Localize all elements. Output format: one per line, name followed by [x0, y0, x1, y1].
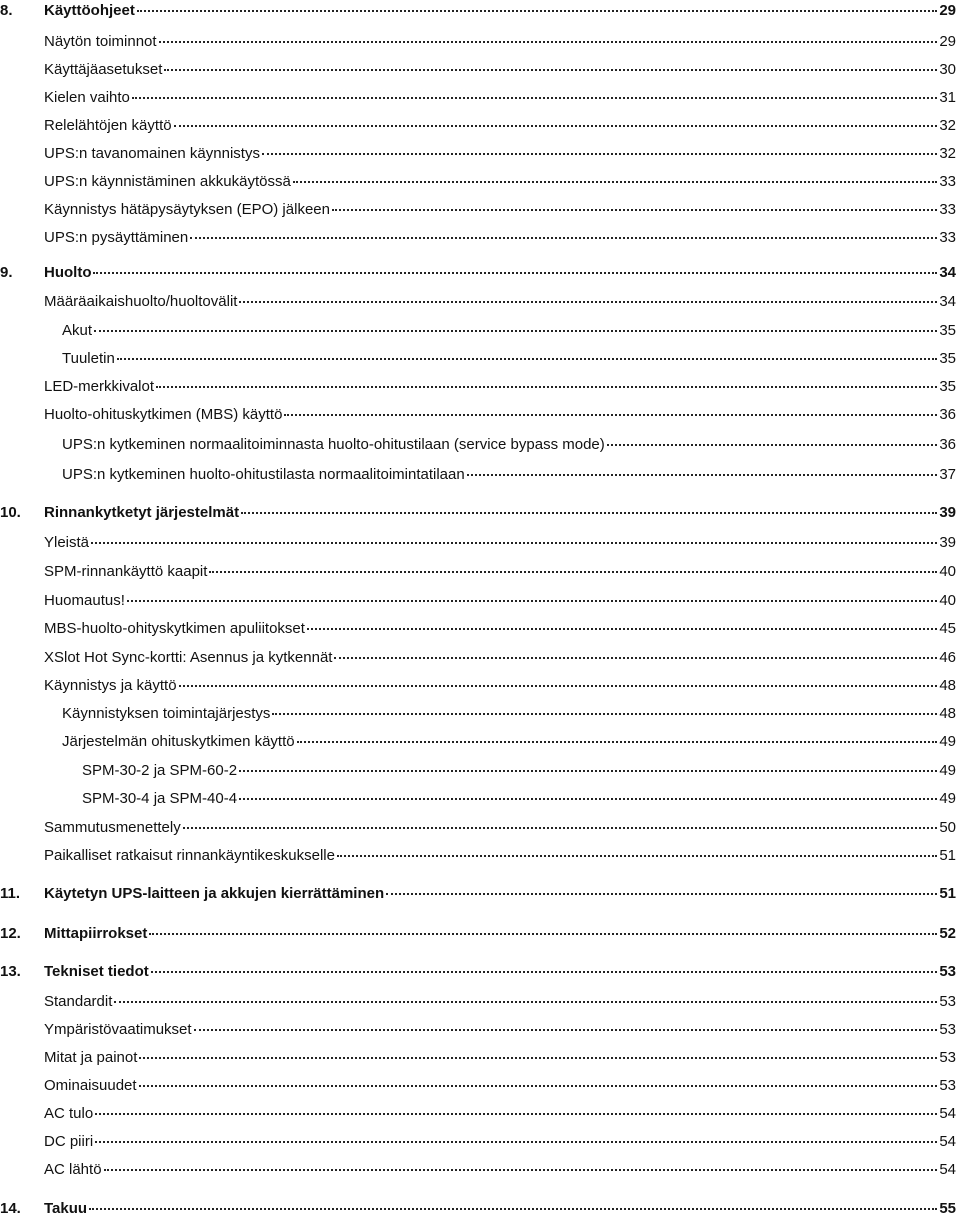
toc-page-number: 40 [939, 563, 956, 580]
toc-entry-title: Mittapiirrokset [44, 925, 148, 942]
toc-entry-title: Sammutusmenettely [44, 819, 181, 836]
toc-entry-title: Akut [62, 322, 93, 339]
toc-entry-title: UPS:n tavanomainen käynnistys [44, 145, 260, 162]
dot-leader [94, 329, 937, 332]
dot-leader [284, 413, 937, 416]
toc-entry[interactable] [44, 561, 956, 583]
toc-entry[interactable] [44, 376, 956, 398]
dot-leader [93, 271, 937, 274]
dot-leader [332, 208, 937, 211]
toc-entry-title: Tuuletin [62, 350, 115, 367]
toc-entry-title: Huomautus! [44, 592, 125, 609]
dot-leader [334, 656, 937, 659]
toc-page-number: 53 [939, 963, 956, 980]
toc-page-number: 29 [939, 33, 956, 50]
dot-leader [174, 124, 938, 127]
toc-entry[interactable] [44, 59, 956, 81]
dot-leader [95, 1140, 937, 1143]
toc-entry[interactable] [44, 291, 956, 313]
toc-chapter-entry[interactable] [0, 923, 956, 945]
dot-leader [117, 357, 938, 360]
toc-page-number: 54 [939, 1161, 956, 1178]
toc-page-number: 53 [939, 1021, 956, 1038]
toc-page-number: 34 [939, 264, 956, 281]
toc-entry[interactable] [44, 675, 956, 697]
toc-chapter-entry[interactable] [0, 961, 956, 983]
toc-entry-title: Huolto-ohituskytkimen (MBS) käyttö [44, 406, 283, 423]
toc-entry-title: Järjestelmän ohituskytkimen käyttö [62, 733, 295, 750]
toc-page-number: 35 [939, 350, 956, 367]
toc-entry[interactable] [44, 590, 956, 612]
toc-entry[interactable] [62, 731, 956, 753]
toc-entry[interactable] [44, 199, 956, 221]
toc-entry[interactable] [44, 1019, 956, 1041]
toc-page-number: 49 [939, 762, 956, 779]
toc-page-number: 53 [939, 1049, 956, 1066]
toc-entry[interactable] [62, 703, 956, 725]
toc-entry-title: AC lähtö [44, 1161, 102, 1178]
toc-chapter-entry[interactable] [0, 1198, 956, 1220]
dot-leader [139, 1084, 938, 1087]
dot-leader [467, 473, 938, 476]
toc-entry-title: Standardit [44, 993, 113, 1010]
toc-page-number: 34 [939, 293, 956, 310]
dot-leader [151, 970, 938, 973]
toc-page-number: 39 [939, 534, 956, 551]
toc-entry[interactable] [82, 788, 956, 810]
toc-entry[interactable] [44, 1047, 956, 1069]
dot-leader [179, 684, 938, 687]
toc-page-number: 54 [939, 1105, 956, 1122]
toc-entry-title: MBS-huolto-ohityskytkimen apuliitokset [44, 620, 305, 637]
toc-entry[interactable] [62, 464, 956, 486]
toc-page-number: 36 [939, 406, 956, 423]
toc-entry-title: Ympäristövaatimukset [44, 1021, 192, 1038]
toc-entry-title: Yleistä [44, 534, 90, 551]
toc-entry-title: Käynnistyksen toimintajärjestys [62, 705, 271, 722]
toc-entry-title: XSlot Hot Sync-kortti: Asennus ja kytkennät [44, 649, 333, 666]
dot-leader [297, 740, 938, 743]
toc-entry[interactable] [62, 434, 956, 456]
toc-page-number: 33 [939, 173, 956, 190]
toc-entry[interactable] [44, 845, 956, 867]
toc-page-number: 45 [939, 620, 956, 637]
toc-chapter-entry[interactable] [0, 262, 956, 284]
toc-entry[interactable] [62, 320, 956, 342]
dot-leader [209, 570, 937, 573]
dot-leader [89, 1207, 937, 1210]
dot-leader [386, 892, 937, 895]
toc-entry-title: Rinnankytketyt järjestelmät [44, 504, 240, 521]
toc-entry[interactable] [44, 115, 956, 137]
dot-leader [156, 385, 937, 388]
toc-entry-title: Määräaikaishuolto/huoltovälit [44, 293, 238, 310]
dot-leader [139, 1056, 937, 1059]
toc-entry-title: Käynnistys ja käyttö [44, 677, 177, 694]
toc-page-number: 32 [939, 145, 956, 162]
toc-entry-title: Tekniset tiedot [44, 963, 149, 980]
dot-leader [239, 300, 937, 303]
toc-page-number: 48 [939, 677, 956, 694]
dot-leader [95, 1112, 937, 1115]
dot-leader [149, 932, 937, 935]
toc-page-number: 49 [939, 733, 956, 750]
toc-entry[interactable] [44, 991, 956, 1013]
toc-entry-title: Näytön toiminnot [44, 33, 157, 50]
dot-leader [241, 511, 937, 514]
toc-page-number: 55 [939, 1200, 956, 1217]
toc-page-number: 50 [939, 819, 956, 836]
toc-page-number: 35 [939, 322, 956, 339]
toc-entry[interactable] [44, 618, 956, 640]
toc-entry[interactable] [44, 817, 956, 839]
toc-page-number: 37 [939, 466, 956, 483]
dot-leader [183, 826, 938, 829]
toc-chapter-entry[interactable] [0, 502, 956, 524]
dot-leader [190, 236, 937, 239]
toc-page-number: 31 [939, 89, 956, 106]
toc-chapter-number: 10. [0, 504, 21, 521]
toc-entry-title: Käynnistys hätäpysäytyksen (EPO) jälkeen [44, 201, 330, 218]
toc-chapter-number: 14. [0, 1200, 21, 1217]
toc-entry-title: Paikalliset ratkaisut rinnankäyntikeskukselle [44, 847, 335, 864]
dot-leader [127, 599, 937, 602]
dot-leader [262, 152, 937, 155]
toc-page-number: 30 [939, 61, 956, 78]
dot-leader [137, 9, 937, 12]
toc-page-number: 49 [939, 790, 956, 807]
dot-leader [132, 96, 937, 99]
toc-page-number: 54 [939, 1133, 956, 1150]
dot-leader [272, 712, 937, 715]
dot-leader [293, 180, 938, 183]
dot-leader [337, 854, 937, 857]
toc-entry[interactable] [62, 348, 956, 370]
toc-page-number: 46 [939, 649, 956, 666]
toc-page-number: 52 [939, 925, 956, 942]
toc-entry-title: AC tulo [44, 1105, 94, 1122]
toc-entry-title: SPM-30-4 ja SPM-40-4 [82, 790, 238, 807]
toc-entry-title: SPM-rinnankäyttö kaapit [44, 563, 208, 580]
toc-entry[interactable] [44, 1103, 956, 1125]
toc-entry[interactable] [44, 227, 956, 249]
toc-page-number: 29 [939, 2, 956, 19]
toc-entry[interactable] [44, 87, 956, 109]
toc-entry[interactable] [44, 31, 956, 53]
toc-entry-title: Huolto [44, 264, 92, 281]
toc-page-number: 48 [939, 705, 956, 722]
toc-page-number: 51 [939, 847, 956, 864]
toc-page-number: 33 [939, 229, 956, 246]
toc-entry[interactable] [44, 171, 956, 193]
dot-leader [239, 797, 937, 800]
toc-entry-title: UPS:n kytkeminen normaalitoiminnasta huolto-ohitustilaan (service bypass mode) [62, 436, 605, 453]
toc-entry[interactable] [44, 143, 956, 165]
dot-leader [114, 1000, 937, 1003]
toc-chapter-number: 11. [0, 885, 21, 902]
toc-entry-title: Kielen vaihto [44, 89, 130, 106]
toc-entry-title: Käyttöohjeet [44, 2, 135, 19]
toc-chapter-number: 9. [0, 264, 13, 281]
toc-chapter-number: 12. [0, 925, 21, 942]
toc-entry[interactable] [44, 1075, 956, 1097]
toc-entry-title: Takuu [44, 1200, 88, 1217]
toc-page-number: 35 [939, 378, 956, 395]
toc-page-number: 33 [939, 201, 956, 218]
dot-leader [607, 443, 938, 446]
dot-leader [194, 1028, 938, 1031]
toc-entry-title: Mitat ja painot [44, 1049, 138, 1066]
toc-entry[interactable] [44, 1131, 956, 1153]
toc-entry-title: LED-merkkivalot [44, 378, 155, 395]
toc-entry[interactable] [44, 404, 956, 426]
toc-page-number: 39 [939, 504, 956, 521]
toc-entry-title: Käyttäjäasetukset [44, 61, 163, 78]
toc-entry-title: SPM-30-2 ja SPM-60-2 [82, 762, 238, 779]
toc-entry-title: DC piiri [44, 1133, 94, 1150]
toc-entry[interactable] [44, 1159, 956, 1181]
dot-leader [239, 769, 937, 772]
toc-entry[interactable] [44, 532, 956, 554]
toc-page-number: 51 [939, 885, 956, 902]
dot-leader [159, 40, 938, 43]
toc-chapter-number: 13. [0, 963, 21, 980]
toc-entry-title: Ominaisuudet [44, 1077, 137, 1094]
dot-leader [91, 541, 937, 544]
toc-page-number: 36 [939, 436, 956, 453]
toc-chapter-entry[interactable] [0, 0, 956, 22]
toc-entry-title: Käytetyn UPS-laitteen ja akkujen kierrättäminen [44, 885, 385, 902]
toc-chapter-entry[interactable] [0, 883, 956, 905]
toc-page-number: 53 [939, 1077, 956, 1094]
toc-chapter-number: 8. [0, 2, 13, 19]
toc-page-number: 40 [939, 592, 956, 609]
toc-entry-title: UPS:n käynnistäminen akkukäytössä [44, 173, 291, 190]
dot-leader [164, 68, 937, 71]
toc-page-number: 53 [939, 993, 956, 1010]
dot-leader [104, 1168, 938, 1171]
toc-page-number: 32 [939, 117, 956, 134]
toc-entry[interactable] [82, 760, 956, 782]
toc-entry-title: UPS:n kytkeminen huolto-ohitustilasta normaalitoimintatilaan [62, 466, 465, 483]
toc-entry-title: UPS:n pysäyttäminen [44, 229, 189, 246]
toc-entry-title: Relelähtöjen käyttö [44, 117, 172, 134]
dot-leader [307, 627, 937, 630]
toc-entry[interactable] [44, 647, 956, 669]
